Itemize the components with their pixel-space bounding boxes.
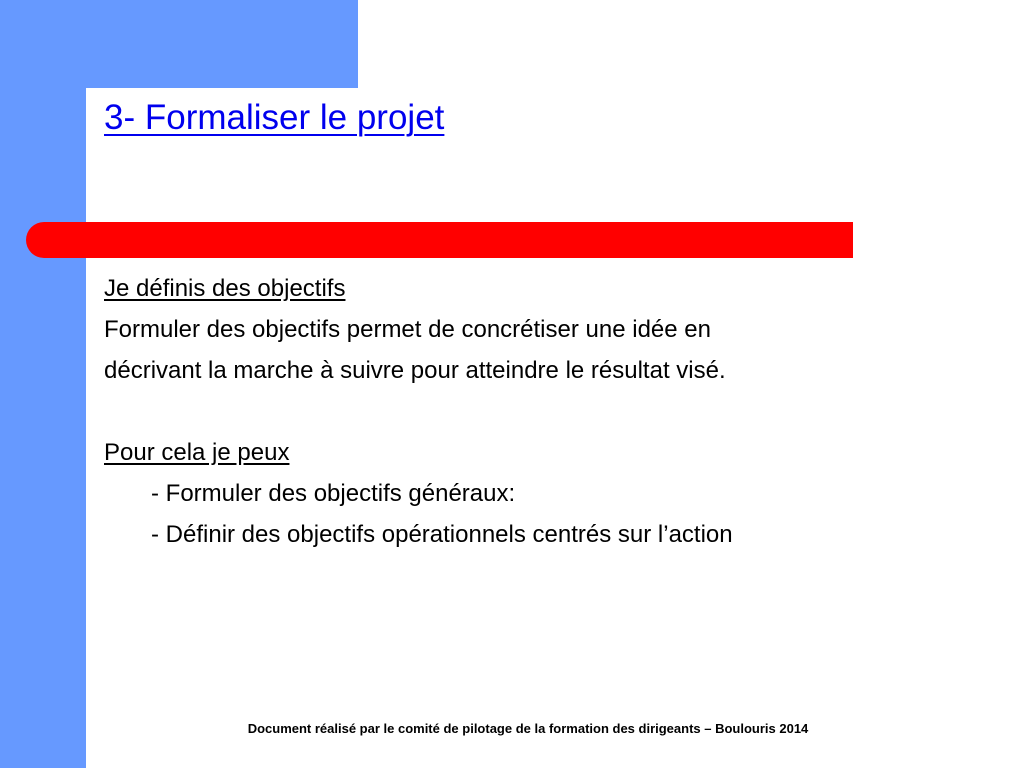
spacer [104, 391, 904, 432]
blue-band-top [0, 0, 358, 88]
red-divider-bar [26, 222, 853, 258]
footer-credit: Document réalisé par le comité de pilotage de la formation des dirigeants – Boulouris 2014 [247, 721, 809, 736]
body-line-1: Formuler des objectifs permet de concrétiser une idée en [104, 316, 711, 343]
list-item-general-objectives: - Formuler des objectifs généraux: [151, 480, 516, 507]
section-heading-actions: Pour cela je peux [104, 439, 290, 466]
body-line-2: décrivant la marche à suivre pour atteindre le résultat visé. [104, 357, 726, 384]
slide-title: 3- Formaliser le projet [104, 98, 445, 137]
slide-body [104, 268, 904, 555]
section-heading-objectives: Je définis des objectifs [104, 275, 346, 302]
list-item-operational-objectives: - Définir des objectifs opérationnels centrés sur l’action [151, 521, 733, 548]
blue-band-left [0, 0, 86, 768]
